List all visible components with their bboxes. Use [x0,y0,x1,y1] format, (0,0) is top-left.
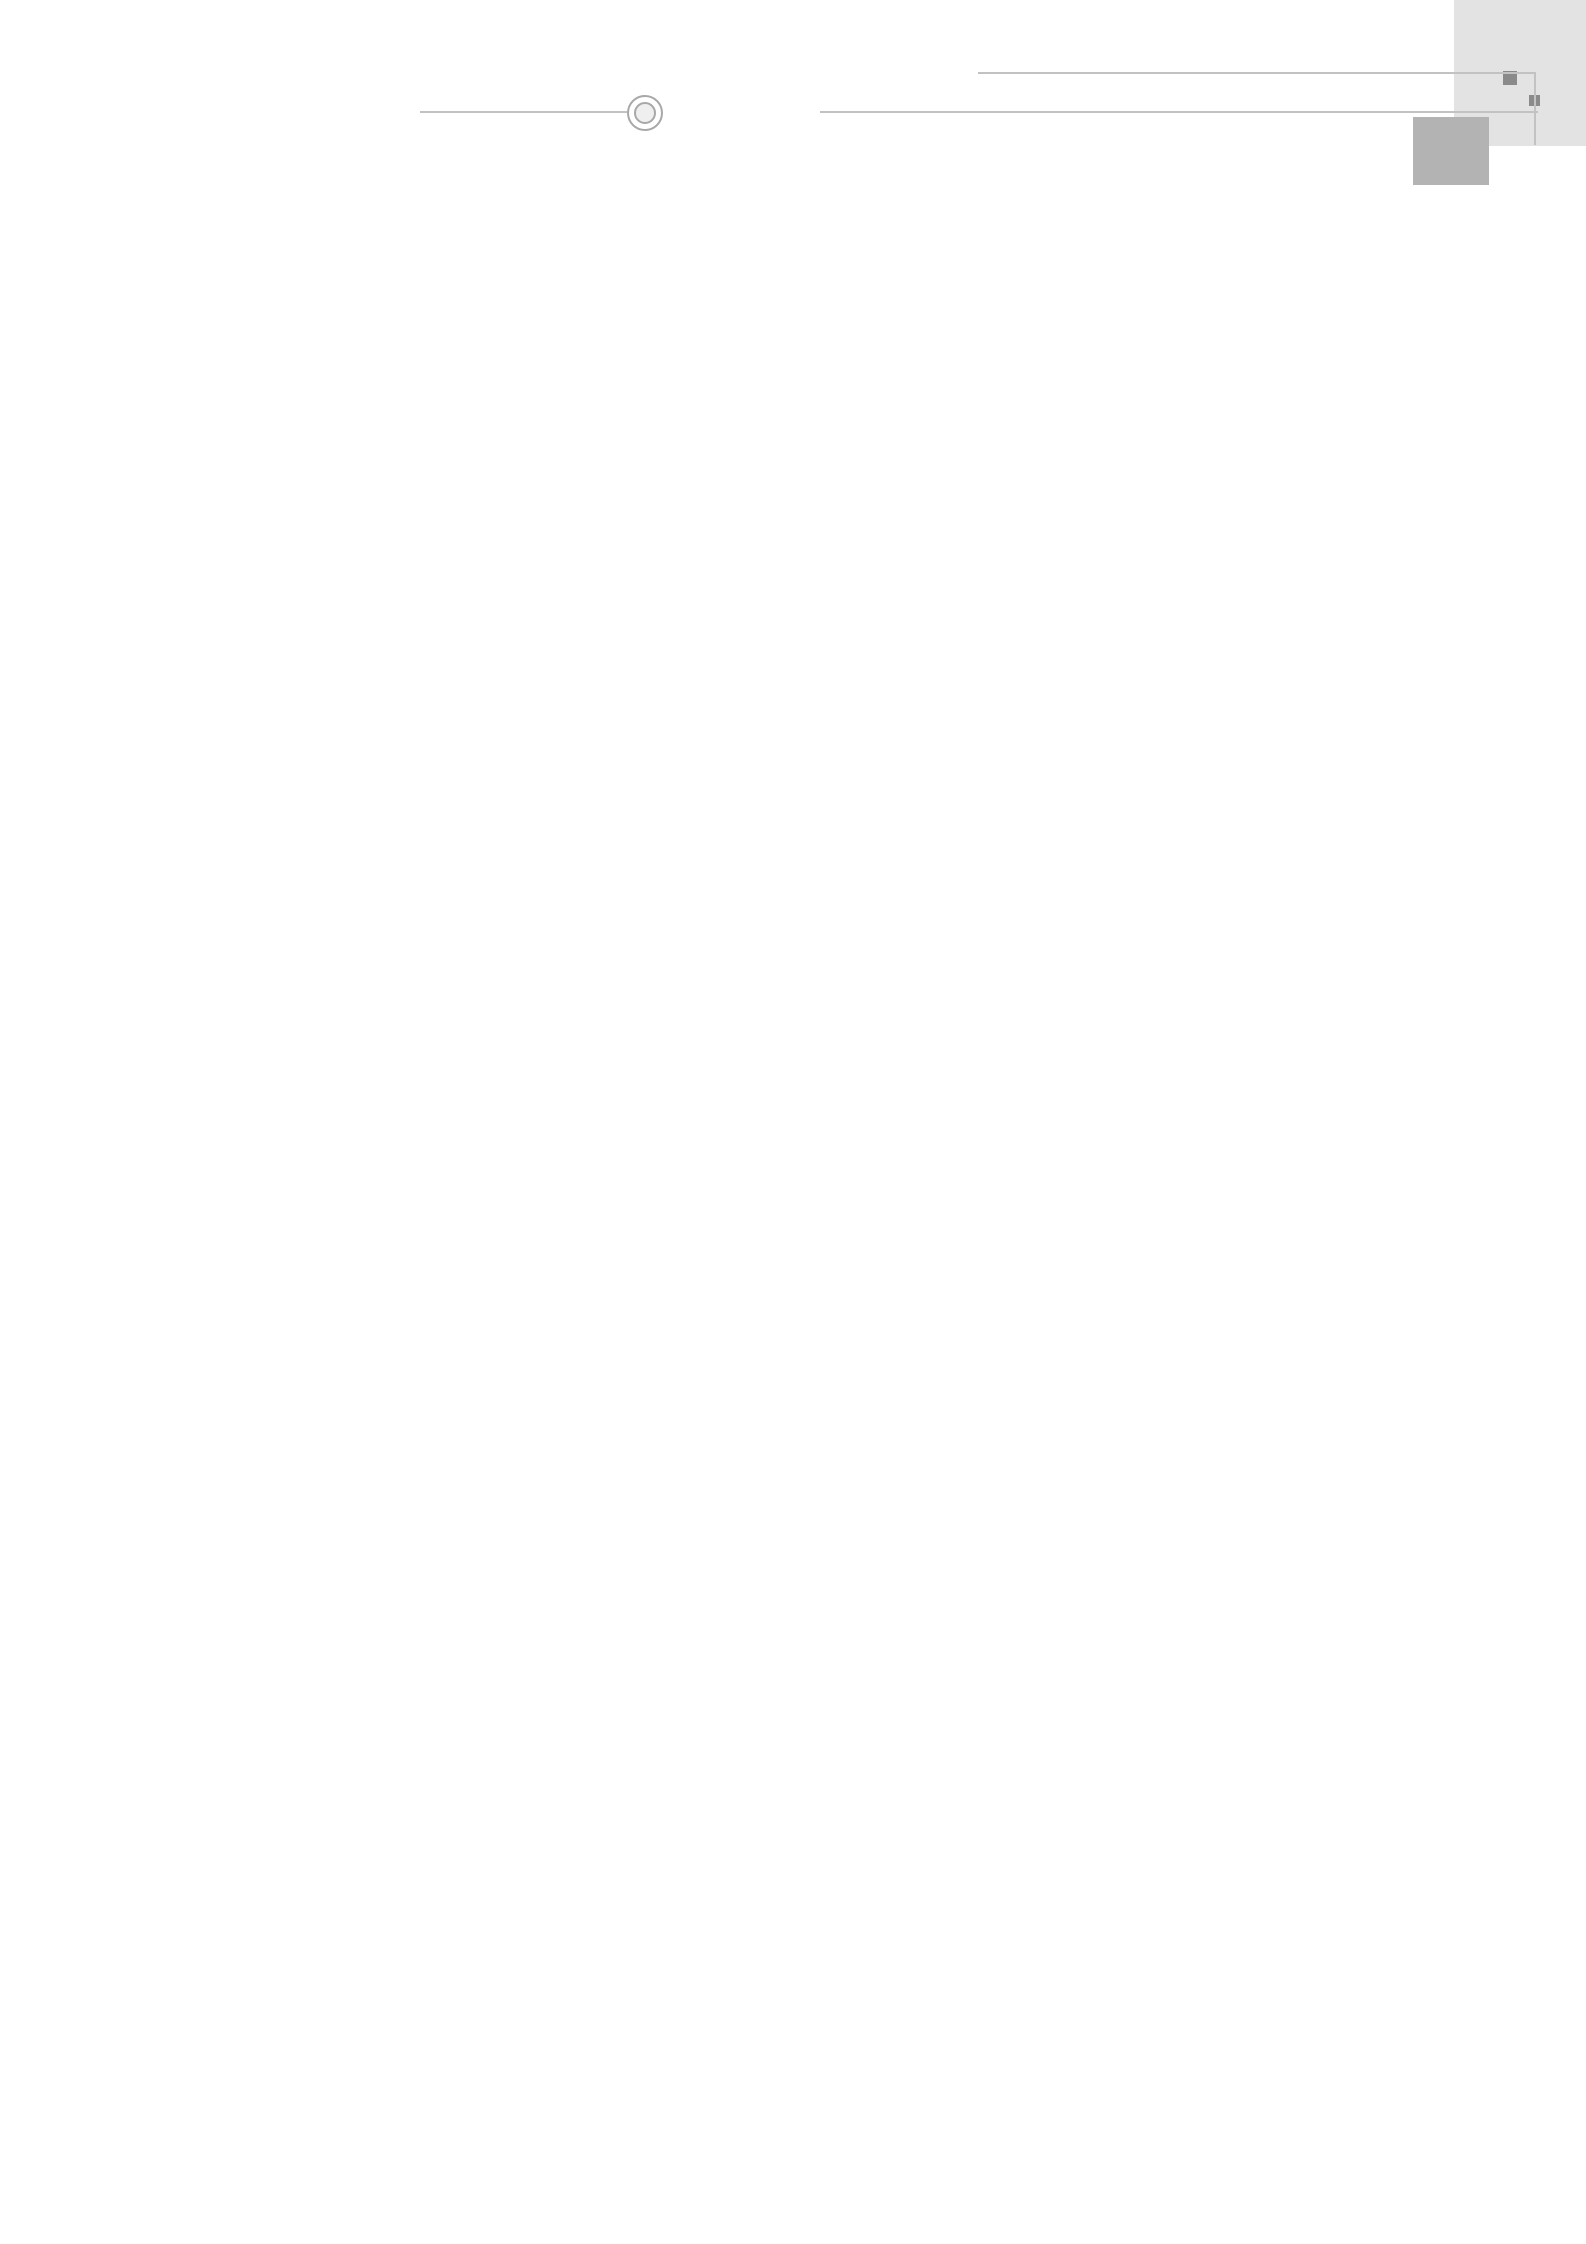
header-decoration-line [420,111,627,113]
header-decoration-circle [634,102,656,124]
header-decoration-line [1534,72,1536,145]
header-decoration-dark-box [1413,117,1489,185]
header-decoration-line [978,72,1536,74]
header-decoration-line [820,111,1538,113]
